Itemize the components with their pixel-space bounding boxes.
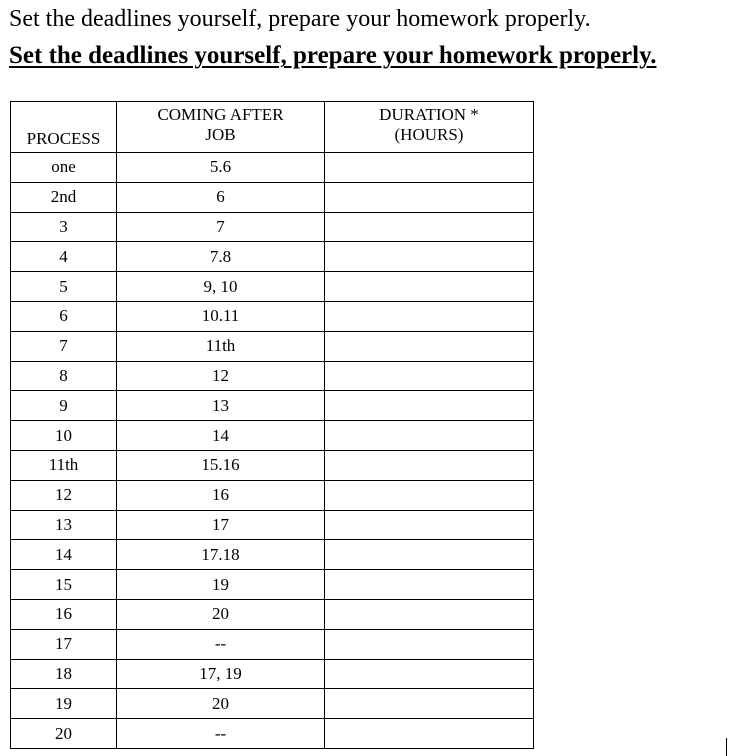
process-cell: 14 (11, 540, 117, 570)
table-row (11, 540, 534, 570)
coming-after-cell: 13 (117, 391, 325, 421)
coming-after-cell: 7 (117, 212, 325, 242)
table-row (11, 242, 534, 272)
duration-cell[interactable] (325, 659, 534, 689)
duration-cell[interactable] (325, 480, 534, 510)
process-cell: 16 (11, 599, 117, 629)
duration-cell[interactable] (325, 599, 534, 629)
duration-cell[interactable] (325, 361, 534, 391)
table-row (11, 480, 534, 510)
duration-cell[interactable] (325, 689, 534, 719)
duration-cell[interactable] (325, 331, 534, 361)
duration-header-line1: DURATION * (379, 105, 479, 124)
coming-after-cell: 14 (117, 421, 325, 451)
process-cell: 13 (11, 510, 117, 540)
duration-header-line2: (HOURS) (394, 125, 464, 144)
process-cell: 18 (11, 659, 117, 689)
process-cell: 11th (11, 450, 117, 480)
process-cell: 9 (11, 391, 117, 421)
process-cell: 17 (11, 629, 117, 659)
table-row (11, 182, 534, 212)
table-row (11, 599, 534, 629)
table-row (11, 570, 534, 600)
coming-after-cell: 20 (117, 689, 325, 719)
coming-after-header-line2: JOB (205, 125, 236, 144)
table-row (11, 301, 534, 331)
process-cell: 19 (11, 689, 117, 719)
table-row (11, 272, 534, 302)
duration-cell[interactable] (325, 570, 534, 600)
process-cell: one (11, 153, 117, 183)
coming-after-cell: 10.11 (117, 301, 325, 331)
coming-after-cell: 16 (117, 480, 325, 510)
duration-cell[interactable] (325, 450, 534, 480)
table-row (11, 629, 534, 659)
coming-after-cell: 6 (117, 182, 325, 212)
table-row (11, 510, 534, 540)
table-row (11, 421, 534, 451)
duration-column-header (325, 102, 534, 153)
table-row (11, 331, 534, 361)
process-cell: 5 (11, 272, 117, 302)
duration-cell[interactable] (325, 510, 534, 540)
process-cell: 2nd (11, 182, 117, 212)
duration-cell[interactable] (325, 540, 534, 570)
duration-cell[interactable] (325, 272, 534, 302)
table-row (11, 212, 534, 242)
process-cell: 7 (11, 331, 117, 361)
duration-cell[interactable] (325, 182, 534, 212)
process-header-label: PROCESS (26, 129, 101, 148)
process-cell: 4 (11, 242, 117, 272)
duration-cell[interactable] (325, 212, 534, 242)
table-row (11, 153, 534, 183)
duration-cell[interactable] (325, 629, 534, 659)
coming-after-cell: 20 (117, 599, 325, 629)
coming-after-cell: -- (117, 719, 325, 749)
coming-after-cell: 19 (117, 570, 325, 600)
process-cell: 8 (11, 361, 117, 391)
text-cursor (726, 738, 727, 756)
coming-after-cell: 7.8 (117, 242, 325, 272)
process-cell: 12 (11, 480, 117, 510)
process-cell: 3 (11, 212, 117, 242)
coming-after-cell: 11th (117, 331, 325, 361)
duration-cell[interactable] (325, 719, 534, 749)
coming-after-cell: 15.16 (117, 450, 325, 480)
process-cell: 10 (11, 421, 117, 451)
coming-after-cell: 17, 19 (117, 659, 325, 689)
coming-after-cell: 12 (117, 361, 325, 391)
coming-after-header-line1: COMING AFTER (157, 105, 284, 124)
coming-after-column-header (117, 102, 325, 153)
instruction-text-bold: Set the deadlines yourself, prepare your homework properly. (9, 42, 657, 69)
duration-cell[interactable] (325, 421, 534, 451)
duration-cell[interactable] (325, 242, 534, 272)
coming-after-cell: 17 (117, 510, 325, 540)
instruction-text: Set the deadlines yourself, prepare your homework properly. (9, 6, 591, 32)
process-column-header (11, 102, 117, 153)
table-row (11, 361, 534, 391)
table-row (11, 689, 534, 719)
duration-cell[interactable] (325, 301, 534, 331)
table-row (11, 391, 534, 421)
process-cell: 6 (11, 301, 117, 331)
process-cell: 20 (11, 719, 117, 749)
table-row (11, 450, 534, 480)
coming-after-cell: -- (117, 629, 325, 659)
process-table (10, 101, 534, 749)
coming-after-cell: 9, 10 (117, 272, 325, 302)
duration-cell[interactable] (325, 391, 534, 421)
table-row (11, 719, 534, 749)
duration-cell[interactable] (325, 153, 534, 183)
coming-after-cell: 5.6 (117, 153, 325, 183)
process-cell: 15 (11, 570, 117, 600)
table-row (11, 659, 534, 689)
table-body (11, 153, 534, 749)
coming-after-cell: 17.18 (117, 540, 325, 570)
table-header-row (11, 102, 534, 153)
